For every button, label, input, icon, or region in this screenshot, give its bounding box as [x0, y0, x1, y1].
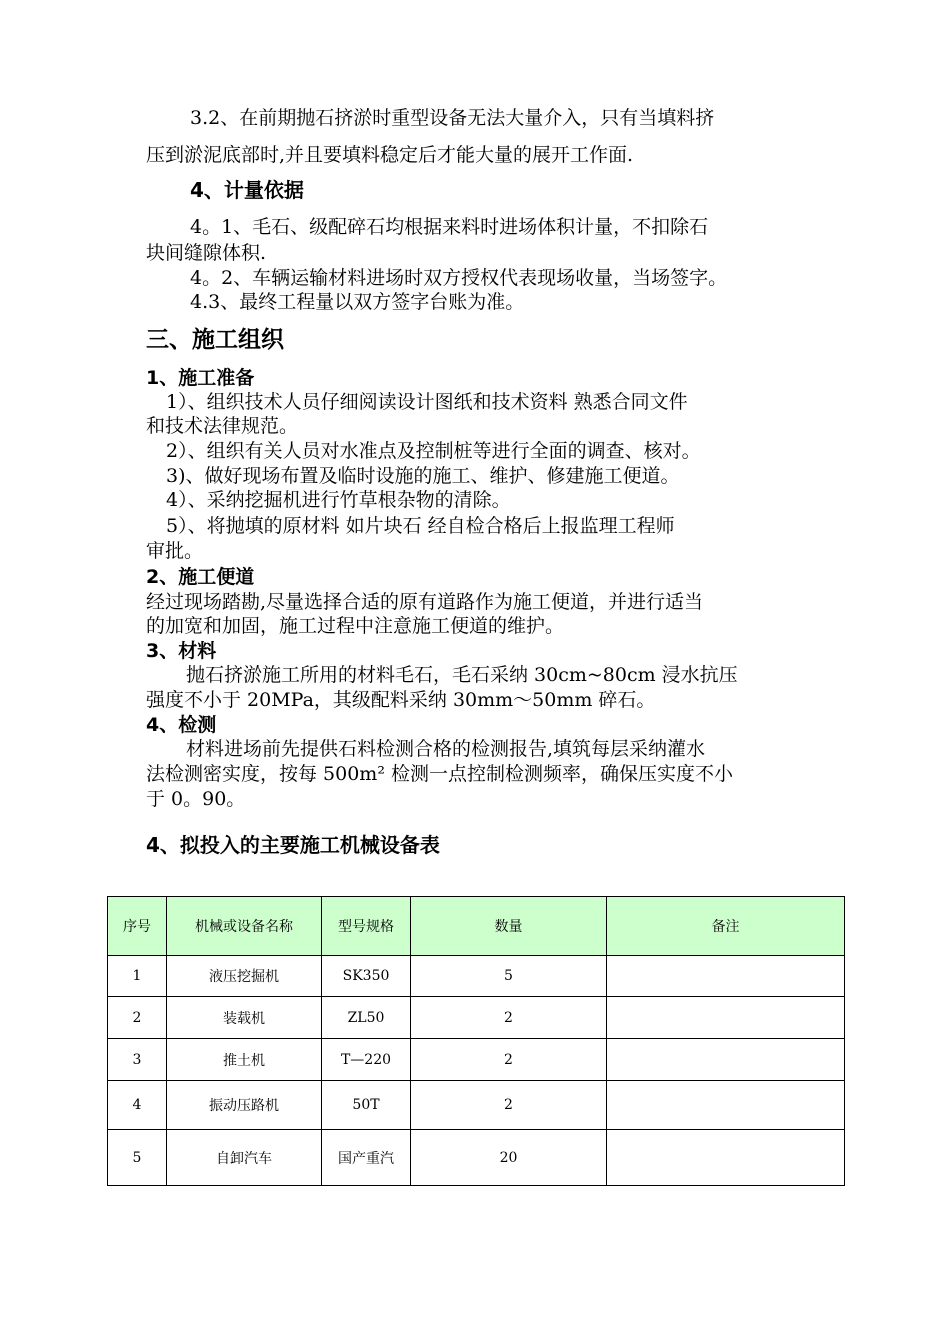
table-cell: 5	[108, 1130, 167, 1186]
table-title: 4、拟投入的主要施工机械设备表	[146, 833, 440, 857]
table-cell	[607, 956, 845, 997]
header-cell: 型号规格	[322, 897, 411, 956]
table-cell: 5	[411, 956, 607, 997]
paragraph-line: 4。1、毛石、级配碎石均根据来料时进场体积计量，不扣除石	[190, 216, 709, 238]
paragraph-line: 经过现场踏勘,尽量选择合适的原有道路作为施工便道，并进行适当	[146, 591, 704, 613]
chapter-heading: 三、施工组织	[146, 327, 284, 353]
table-cell: 2	[411, 1081, 607, 1130]
paragraph-line: 和技术法律规范。	[146, 415, 299, 437]
table-cell	[607, 1039, 845, 1081]
paragraph-line: 5）、将抛填的原材料 如片块石 经自检合格后上报监理工程师	[166, 515, 675, 537]
paragraph-line: 2）、组织有关人员对水准点及控制桩等进行全面的调查、核对。	[166, 440, 701, 462]
table-cell: T—220	[322, 1039, 411, 1081]
paragraph-line: 3.2、在前期抛石挤淤时重型设备无法大量介入，只有当填料挤	[190, 107, 715, 129]
header-cell: 序号	[108, 897, 167, 956]
paragraph-line: 的加宽和加固，施工过程中注意施工便道的维护。	[146, 615, 565, 637]
table-cell: 3	[108, 1039, 167, 1081]
header-cell: 机械或设备名称	[167, 897, 322, 956]
section-heading: 4、检测	[146, 714, 217, 736]
paragraph-line: 块间缝隙体积.	[146, 242, 267, 264]
paragraph-line: 压到淤泥底部时,并且要填料稳定后才能大量的展开工作面.	[146, 144, 634, 166]
table-row	[108, 1130, 845, 1186]
paragraph-line: 1）、组织技术人员仔细阅读设计图纸和技术资料 熟悉合同文件	[166, 391, 688, 413]
table-cell: 1	[108, 956, 167, 997]
table-cell: 2	[108, 997, 167, 1039]
paragraph-line: 审批。	[146, 540, 204, 562]
paragraph-line: 材料进场前先提供石料检测合格的检测报告,填筑每层采纳灌水	[186, 738, 706, 760]
table-cell: 自卸汽车	[167, 1130, 322, 1186]
table-cell: 2	[411, 1039, 607, 1081]
header-cell: 备注	[607, 897, 845, 956]
table-cell	[607, 1130, 845, 1186]
table-cell	[607, 997, 845, 1039]
table-cell: 2	[411, 997, 607, 1039]
table-row	[108, 956, 845, 997]
paragraph-line: 于 0。90。	[146, 788, 246, 810]
table-row	[108, 1039, 845, 1081]
section-heading: 1、施工准备	[146, 367, 255, 389]
paragraph-line: 4。2、车辆运输材料进场时双方授权代表现场收量，当场签字。	[190, 267, 728, 289]
table-cell: 推土机	[167, 1039, 322, 1081]
table-cell: SK350	[322, 956, 411, 997]
header-cell: 数量	[411, 897, 607, 956]
table-cell	[607, 1081, 845, 1130]
paragraph-line: 4）、采纳挖掘机进行竹草根杂物的清除。	[166, 489, 511, 511]
table-cell: 20	[411, 1130, 607, 1186]
paragraph-line: 抛石挤淤施工所用的材料毛石，毛石采纳 30cm~80cm 浸水抗压	[186, 664, 738, 686]
table-row	[108, 997, 845, 1039]
table-cell: 4	[108, 1081, 167, 1130]
table-cell: 国产重汽	[322, 1130, 411, 1186]
paragraph-line: 强度不小于 20MPa，其级配料采纳 30mm～50mm 碎石。	[146, 689, 656, 711]
table-cell: ZL50	[322, 997, 411, 1039]
section-heading: 3、材料	[146, 640, 217, 662]
table-cell: 装载机	[167, 997, 322, 1039]
table-cell: 液压挖掘机	[167, 956, 322, 997]
equipment-table	[107, 896, 845, 1186]
paragraph-line: 3)、做好现场布置及临时设施的施工、维护、修建施工便道。	[166, 465, 680, 487]
section-heading: 2、施工便道	[146, 566, 255, 588]
paragraph-line: 法检测密实度，按每 500m² 检测一点控制检测频率，确保压实度不小	[146, 763, 733, 785]
section-heading: 4、计量依据	[190, 178, 304, 202]
table-header-row	[108, 897, 845, 956]
table-row	[108, 1081, 845, 1130]
table-cell: 振动压路机	[167, 1081, 322, 1130]
table-cell: 50T	[322, 1081, 411, 1130]
paragraph-line: 4.3、最终工程量以双方签字台账为准。	[190, 291, 525, 313]
